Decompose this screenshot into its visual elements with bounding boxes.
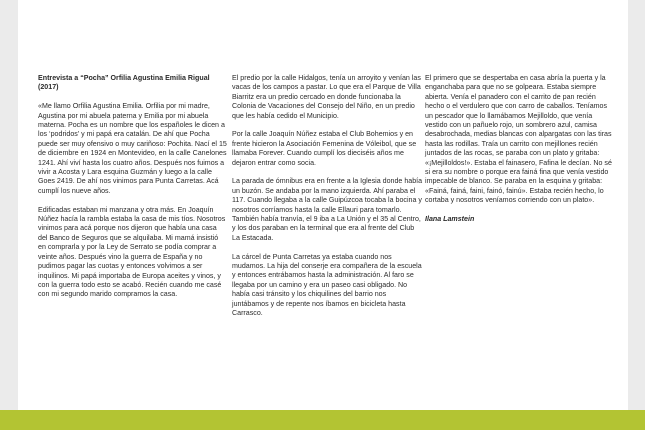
paragraph: «Me llamo Orfilia Agustina Emilia. Orfilia por mi madre, Agustina por mi abuela paterna y Emilia por mi abuela materna. Pocha es un nombre que los españoles le dicen a los ‘podridos’ y mi papá era catalán. De ahí que Pocha puede ser muy ofensivo o muy cariñoso: Pochita. Nací el 15 de diciembre en 1924 en Montevideo, en la calle Canelones 1241. Ahí viví hasta los cuatro años. Después nos fuimos a vivir a Acosta y Lara esquina Guzmán y luego a la calle Goes 2419. De ahí nos vinimos para Punta Carretas. Acá cumplí los nueve años.	[38, 102, 227, 195]
paragraph: El primero que se despertaba en casa abría la puerta y la enganchaba para que no se golpeara. Estaba siempre abierta. Venía el panadero con el carrito de pan recién hecho o el verdulero que con carro de caballos. Teníamos un pescador que lo llamábamos Mejilloldo, que venía vestido con un pañuelo rojo, un sombrero azul, camisa desabrochada, medias blancas con alpargatas con las tiras hasta las rodillas. Traía un carrito con mejillones recién juntados de las rocas, se paraba con un plato y gritaba: «¡Mejilloldos!». Estaba el fainasero, Fafina le decían. No sé si era su nombre o porque era fainá fina que venía vestido impecable de blanco. Se paraba en la esquina y gritaba: «Fainá, fainá, faini, fainó, fainú». Estaba recién hecho, lo cortaba y nosotros veníamos corriendo con un plato».	[425, 74, 612, 205]
paragraph: El predio por la calle Hidalgos, tenía un arroyito y venían las vacas de los campos a pastar. Lo que era el Parque de Villa Biarritz era un predio cercado en donde funcionaba la Colonia de Vacaciones del Consejo del Niño, en un predio que les había cedido el Municipio.	[232, 74, 421, 120]
paragraph: Edificadas estaban mi manzana y otra más. En Joaquín Núñez hacía la rambla estaba la casa de mis tíos. Nosotros vinimos para acá porque nos dijeron que había una casa del Banco de Seguros que se alquilaba. Mi mamá insistió en comprarla y por la Ley de Serrato se podía comprar a veinte años. Después vino la guerra de España y no pudimos pagar las cuotas y entonces volvimos a ser inquilinos. Mi papá importaba de Europa aceites y vinos, y con la guerra todo esto se acabó. Recién cuando me casé con mi segundo marido compramos la casa.	[38, 205, 226, 299]
bottom-accent-bar	[0, 410, 645, 430]
paragraph: La cárcel de Punta Carretas ya estaba cuando nos mudamos. La hija del conserje era compañera de la escuela y entonces entrábamos hasta la administración. Al faro se llegaba por un camino y era un paseo casi obligado. No había casi tránsito y los chiquilines del barrio nos juntábamos y de repente nos íbamos en bicicleta hasta Carrasco.	[232, 252, 422, 318]
paragraph: Por la calle Joaquín Núñez estaba el Club Bohemios y en frente hicieron la Asociación Femenina de Vóleibol, que se llamaba Forever. Cuando cumplí los dieciséis años me dejaron entrar como socia.	[232, 130, 417, 167]
paragraph: La parada de ómnibus era en frente a la Iglesia donde había un buzón. Se andaba por la mano izquierda. Ahí paraba el 117. Cuando llegaba a la calle Guipúzcoa tocaba la bocina y nosotros corríamos hasta la calle Ellauri para tomarlo. También había tranvía, el 9 iba a La Unión y el 35 al Centro, y los dos paraban en la terminal que era al frente del Club La Estacada.	[232, 177, 423, 242]
interview-title: Entrevista a “Pocha” Orfilia Agustina Emilia Rigual (2017)	[38, 74, 210, 92]
text-column-2	[232, 74, 424, 328]
author-signature: Ilana Lamstein	[425, 215, 475, 224]
text-column-1	[38, 74, 228, 309]
text-column-3	[425, 74, 615, 234]
document-page	[18, 0, 628, 410]
